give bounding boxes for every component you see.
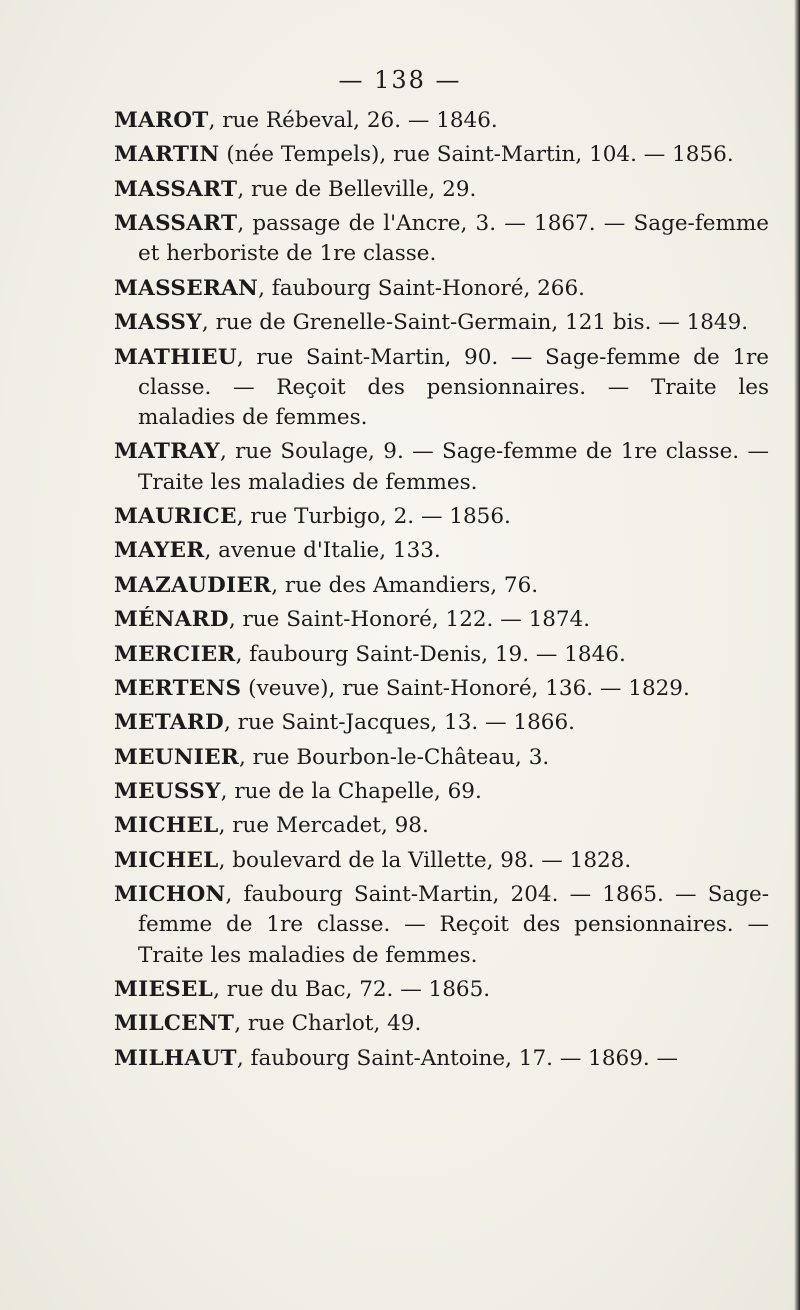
- entry-details: , rue de Grenelle-Saint-Germain, 121 bis. — 1849.: [201, 310, 749, 336]
- entry-name: MAROT: [114, 108, 209, 133]
- directory-entry: [114, 846, 769, 876]
- entry-details: , rue Turbigo, 2. — 1856.: [236, 503, 511, 529]
- entry-name: MAYER: [114, 538, 205, 564]
- entry-details: , faubourg Saint-Antoine, 17. — 1869. —: [236, 1045, 679, 1071]
- entry-details: , rue Charlot, 49.: [234, 1011, 422, 1037]
- page-edge-shadow: [794, 0, 800, 1310]
- directory-entry: [114, 106, 769, 136]
- directory-entry: [114, 880, 769, 971]
- entry-name: MICHON: [114, 882, 226, 908]
- directory-entry: [114, 605, 769, 635]
- directory-entry: [114, 1009, 769, 1039]
- entry-name: METARD: [114, 710, 225, 736]
- entry-name: MEUNIER: [114, 744, 240, 770]
- directory-entry: [114, 1044, 769, 1074]
- entry-name: MICHEL: [114, 847, 219, 873]
- directory-entry: [114, 502, 769, 532]
- directory-entry: [114, 743, 769, 773]
- entry-name: MEUSSY: [114, 779, 221, 805]
- directory-entry: [114, 571, 769, 601]
- directory-entry: [114, 975, 769, 1005]
- entry-details: , rue Saint-Jacques, 13. — 1866.: [224, 710, 575, 736]
- entry-details: , faubourg Saint-Martin, 204. — 1865. — Sage-femme de 1re classe. — Reçoit des pensionnaires. — Traite les maladies de femmes.: [138, 882, 769, 968]
- directory-entry: [114, 708, 769, 738]
- entry-details: , rue de la Chapelle, 69.: [220, 779, 482, 805]
- entry-details: , boulevard de la Villette, 98. — 1828.: [218, 847, 632, 873]
- entry-details: (veuve), rue Saint-Honoré, 136. — 1829.: [241, 675, 690, 701]
- entry-details: , rue du Bac, 72. — 1865.: [213, 977, 491, 1003]
- directory-entry: [114, 308, 769, 338]
- entry-name: MAZAUDIER: [114, 572, 272, 598]
- directory-entry: [114, 175, 769, 205]
- entry-name: MÉNARD: [114, 607, 229, 633]
- directory-entries: [114, 106, 769, 1078]
- entry-details: (née Tempels), rue Saint-Martin, 104. — 1856.: [219, 142, 734, 168]
- entry-name: MICHEL: [114, 813, 219, 839]
- directory-entry: [114, 811, 769, 841]
- entry-name: MIESEL: [114, 977, 214, 1003]
- entry-name: MILHAUT: [114, 1045, 237, 1071]
- directory-entry: [114, 140, 769, 170]
- entry-details: , rue Mercadet, 98.: [218, 813, 429, 839]
- entry-details: , passage de l'Ancre, 3. — 1867. — Sage-femme et herboriste de 1re classe.: [138, 211, 769, 267]
- entry-details: , avenue d'Italie, 133.: [204, 538, 441, 564]
- directory-entry: [114, 343, 769, 434]
- entry-details: , faubourg Saint-Honoré, 266.: [258, 275, 585, 301]
- entry-name: MASSERAN: [114, 275, 259, 301]
- entry-details: , rue des Amandiers, 76.: [271, 572, 539, 598]
- directory-entry: [114, 777, 769, 807]
- entry-details: , rue Saint-Martin, 90. — Sage-femme de 1re classe. — Reçoit des pensionnaires. — Traite les maladies de femmes.: [138, 344, 769, 430]
- entry-name: MILCENT: [114, 1011, 235, 1037]
- entry-name: MATHIEU: [114, 344, 237, 370]
- entry-name: MASSART: [114, 211, 238, 237]
- entry-details: , rue Soulage, 9. — Sage-femme de 1re classe. — Traite les maladies de femmes.: [138, 439, 769, 495]
- entry-name: MERCIER: [114, 641, 236, 667]
- entry-details: , rue Saint-Honoré, 122. — 1874.: [228, 607, 591, 633]
- entry-name: MARTIN: [114, 142, 220, 168]
- entry-details: , rue de Belleville, 29.: [237, 176, 477, 202]
- directory-entry: [114, 274, 769, 304]
- entry-name: MERTENS: [114, 675, 242, 701]
- entry-details: , rue Bourbon-le-Château, 3.: [239, 744, 550, 770]
- directory-entry: [114, 536, 769, 566]
- entry-details: , rue Rébeval, 26. — 1846.: [208, 108, 498, 133]
- entry-name: MASSY: [114, 310, 202, 336]
- directory-entry: [114, 640, 769, 670]
- entry-name: MASSART: [114, 176, 238, 202]
- directory-entry: [114, 674, 769, 704]
- directory-entry: [114, 437, 769, 497]
- page-number: — 138 —: [338, 66, 462, 94]
- directory-entry: [114, 209, 769, 269]
- entry-details: , faubourg Saint-Denis, 19. — 1846.: [235, 641, 626, 667]
- entry-name: MATRAY: [114, 439, 220, 465]
- entry-name: MAURICE: [114, 503, 237, 529]
